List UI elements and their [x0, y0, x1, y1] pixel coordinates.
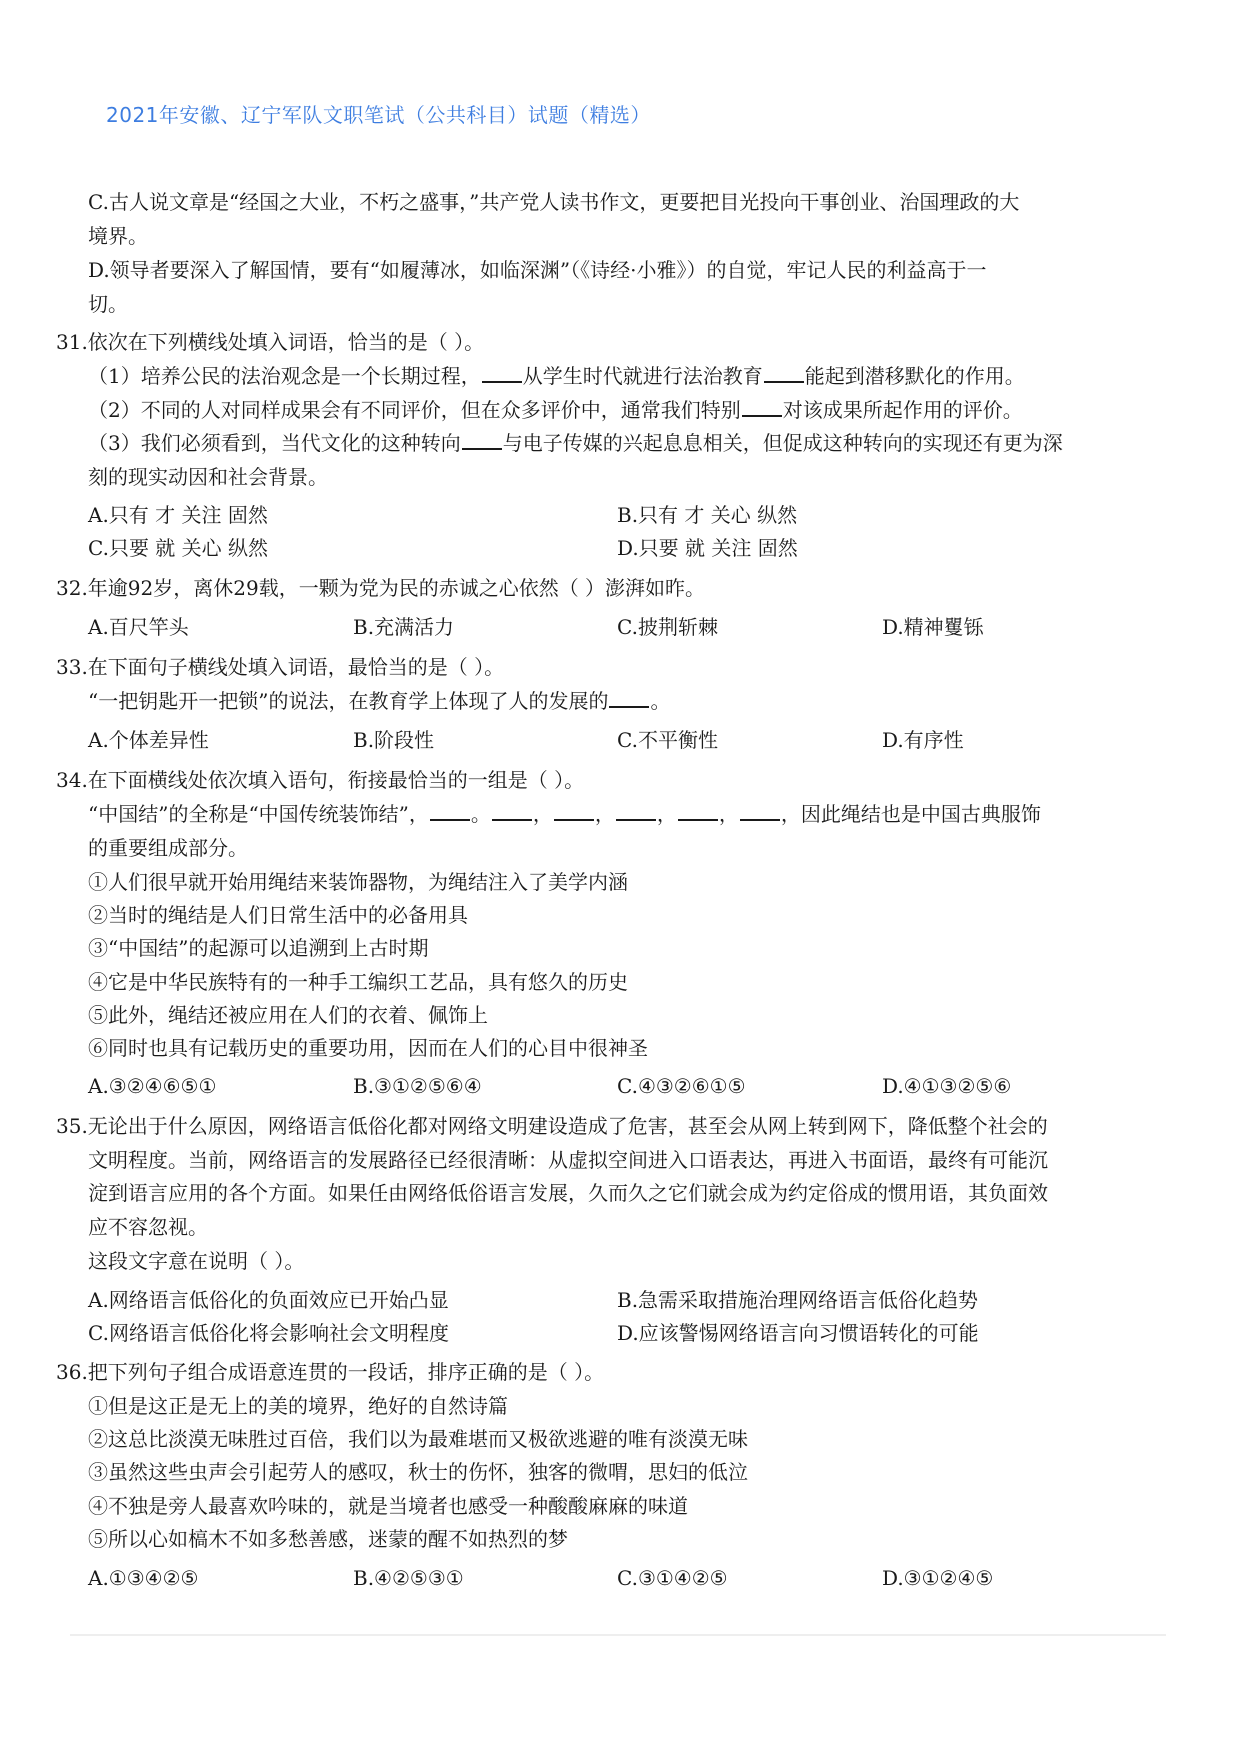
item-text: 从学生时代就进行法治教育	[522, 364, 763, 388]
question-35-option-a[interactable]: A.网络语言低俗化的负面效应已开始凸显	[88, 1288, 449, 1312]
question-36-sentence-5: ⑤所以心如槁木不如多愁善感，迷蒙的醒不如热烈的梦	[88, 1527, 568, 1551]
question-35-line-2: 文明程度。当前，网络语言的发展路径已经很清晰：从虚拟空间进入口语表达，再进入书面语，最终有可能沉	[88, 1148, 1048, 1172]
question-36-sentence-1: ①但是这正是无上的美的境界，绝好的自然诗篇	[88, 1394, 508, 1418]
prev-option-d-line2: 切。	[88, 292, 128, 316]
question-35-line-3: 淀到语言应用的各个方面。如果任由网络低俗语言发展，久而久之它们就会成为约定俗成的惯用语，其负面效	[88, 1181, 1048, 1205]
question-35-line-1: 35.无论出于什么原因，网络语言低俗化都对网络文明建设造成了危害，甚至会从网上转到网下，降低整个社会的	[56, 1114, 1048, 1138]
question-33-stem: 33.在下面句子横线处填入词语，最恰当的是（ ）。	[56, 655, 505, 679]
question-34-option-a[interactable]: A.③②④⑥⑤①	[88, 1074, 217, 1098]
question-35-question: 这段文字意在说明（ ）。	[88, 1249, 305, 1273]
question-36-sentence-4: ④不独是旁人最喜欢吟味的，就是当境者也感受一种酸酸麻麻的味道	[88, 1494, 688, 1518]
punct: ，	[656, 802, 677, 826]
question-31-option-a[interactable]: A.只有 才 关注 固然	[88, 503, 268, 527]
fill-blank	[482, 365, 522, 383]
item-text: 能起到潜移默化的作用。	[804, 364, 1025, 388]
prev-option-c-line1: C.古人说文章是“经国之大业，不朽之盛事，”共产党人读书作文，更要把目光投向干事创业、治国理政的大	[88, 190, 1020, 214]
question-33-option-b[interactable]: B.阶段性	[353, 728, 435, 752]
question-32-option-c[interactable]: C.披荆斩棘	[617, 615, 718, 639]
question-36-sentence-2: ②这总比淡漠无味胜过百倍，我们以为最难堪而又极欲逃避的唯有淡漠无味	[88, 1427, 748, 1451]
punct: ，	[594, 802, 615, 826]
question-34-option-b[interactable]: B.③①②⑤⑥④	[353, 1074, 482, 1098]
punct: ，	[532, 802, 553, 826]
question-34-option-c[interactable]: C.④③②⑥①⑤	[617, 1074, 746, 1098]
question-31-item-1	[88, 362, 1025, 390]
fill-blank	[740, 803, 780, 821]
item-text: 对该成果所起作用的评价。	[782, 398, 1023, 422]
question-34-sentence-3: ③“中国结”的起源可以追溯到上古时期	[88, 936, 429, 960]
punct: ，	[780, 802, 801, 826]
question-34-sentence-6: ⑥同时也具有记载历史的重要功用，因而在人们的心目中很神圣	[88, 1036, 648, 1060]
question-33-option-a[interactable]: A.个体差异性	[88, 728, 209, 752]
fill-blank	[554, 803, 594, 821]
question-31-stem: 31.依次在下列横线处填入词语，恰当的是（ ）。	[56, 330, 485, 354]
question-32-option-b[interactable]: B.充满活力	[353, 615, 455, 639]
question-34-option-d[interactable]: D.④①③②⑤⑥	[882, 1074, 1012, 1098]
question-31-item-3	[88, 429, 1063, 457]
prev-option-c-line2: 境界。	[88, 224, 148, 248]
question-36-option-c[interactable]: C.③①④②⑤	[617, 1566, 728, 1590]
fill-blank	[616, 803, 656, 821]
question-34-stem: 34.在下面横线处依次填入语句，衔接最恰当的一组是（ ）。	[56, 768, 585, 792]
question-34-sentence-5: ⑤此外，绳结还被应用在人们的衣着、佩饰上	[88, 1003, 488, 1027]
fill-blank	[764, 365, 804, 383]
passage-text: 因此绳结也是中国古典服饰	[800, 802, 1041, 826]
question-32-option-d[interactable]: D.精神矍铄	[882, 615, 984, 639]
passage-text: “中国结”的全称是“中国传统装饰结”，	[88, 802, 429, 826]
footer-divider	[70, 1634, 1166, 1636]
question-36-sentence-3: ③虽然这些虫声会引起劳人的感叹，秋士的伤怀，独客的微喟，思妇的低泣	[88, 1460, 748, 1484]
question-31-item-3-cont: 刻的现实动因和社会背景。	[88, 465, 328, 489]
question-32-stem: 32.年逾92岁，离休29载，一颗为党为民的赤诚之心依然（ ）澎湃如昨。	[56, 576, 706, 600]
question-31-item-2	[88, 396, 1023, 424]
question-33-option-d[interactable]: D.有序性	[882, 728, 964, 752]
question-36-option-d[interactable]: D.③①②④⑤	[882, 1566, 994, 1590]
question-36-option-b[interactable]: B.④②⑤③①	[353, 1566, 464, 1590]
question-31-option-b[interactable]: B.只有 才 关心 纵然	[617, 503, 798, 527]
prev-option-d-line1: D.领导者要深入了解国情，要有“如履薄冰，如临深渊”（《诗经·小雅》）的自觉，牢记人民的利益高于一	[88, 258, 987, 282]
question-31-option-d[interactable]: D.只要 就 关注 固然	[617, 536, 798, 560]
fill-blank	[609, 690, 649, 708]
question-34-passage	[88, 800, 1041, 828]
item-text: （2）不同的人对同样成果会有不同评价，但在众多评价中，通常我们特别	[88, 398, 741, 422]
fill-blank	[430, 803, 470, 821]
question-34-sentence-4: ④它是中华民族特有的一种手工编织工艺品，具有悠久的历史	[88, 970, 628, 994]
sentence-text: “一把钥匙开一把锁”的说法，在教育学上体现了人的发展的	[88, 689, 609, 713]
question-32-option-a[interactable]: A.百尺竿头	[88, 615, 189, 639]
question-33-sentence	[88, 687, 670, 715]
header-title: 2021年安徽、辽宁军队文职笔试（公共科目）试题（精选）	[106, 103, 651, 127]
punct: ，	[718, 802, 739, 826]
fill-blank	[678, 803, 718, 821]
question-34-sentence-2: ②当时的绳结是人们日常生活中的必备用具	[88, 903, 468, 927]
question-34-sentence-1: ①人们很早就开始用绳结来装饰器物，为绳结注入了美学内涵	[88, 870, 628, 894]
punct: 。	[470, 802, 491, 826]
question-36-option-a[interactable]: A.①③④②⑤	[88, 1566, 199, 1590]
question-34-passage-line2: 的重要组成部分。	[88, 836, 248, 860]
question-35-line-4: 应不容忽视。	[88, 1215, 208, 1239]
sentence-text: 。	[650, 689, 671, 713]
question-35-option-d[interactable]: D.应该警惕网络语言向习惯语转化的可能	[617, 1321, 979, 1345]
item-text: 与电子传媒的兴起息息相关，但促成这种转向的实现还有更为深	[502, 431, 1063, 455]
fill-blank	[492, 803, 532, 821]
question-36-stem: 36.把下列句子组合成语意连贯的一段话，排序正确的是（ ）。	[56, 1360, 605, 1384]
item-text: （3）我们必须看到，当代文化的这种转向	[88, 431, 461, 455]
question-35-option-b[interactable]: B.急需采取措施治理网络语言低俗化趋势	[617, 1288, 979, 1312]
question-35-option-c[interactable]: C.网络语言低俗化将会影响社会文明程度	[88, 1321, 449, 1345]
item-text: （1）培养公民的法治观念是一个长期过程，	[88, 364, 481, 388]
fill-blank	[742, 399, 782, 417]
fill-blank	[462, 432, 502, 450]
question-33-option-c[interactable]: C.不平衡性	[617, 728, 718, 752]
question-31-option-c[interactable]: C.只要 就 关心 纵然	[88, 536, 269, 560]
